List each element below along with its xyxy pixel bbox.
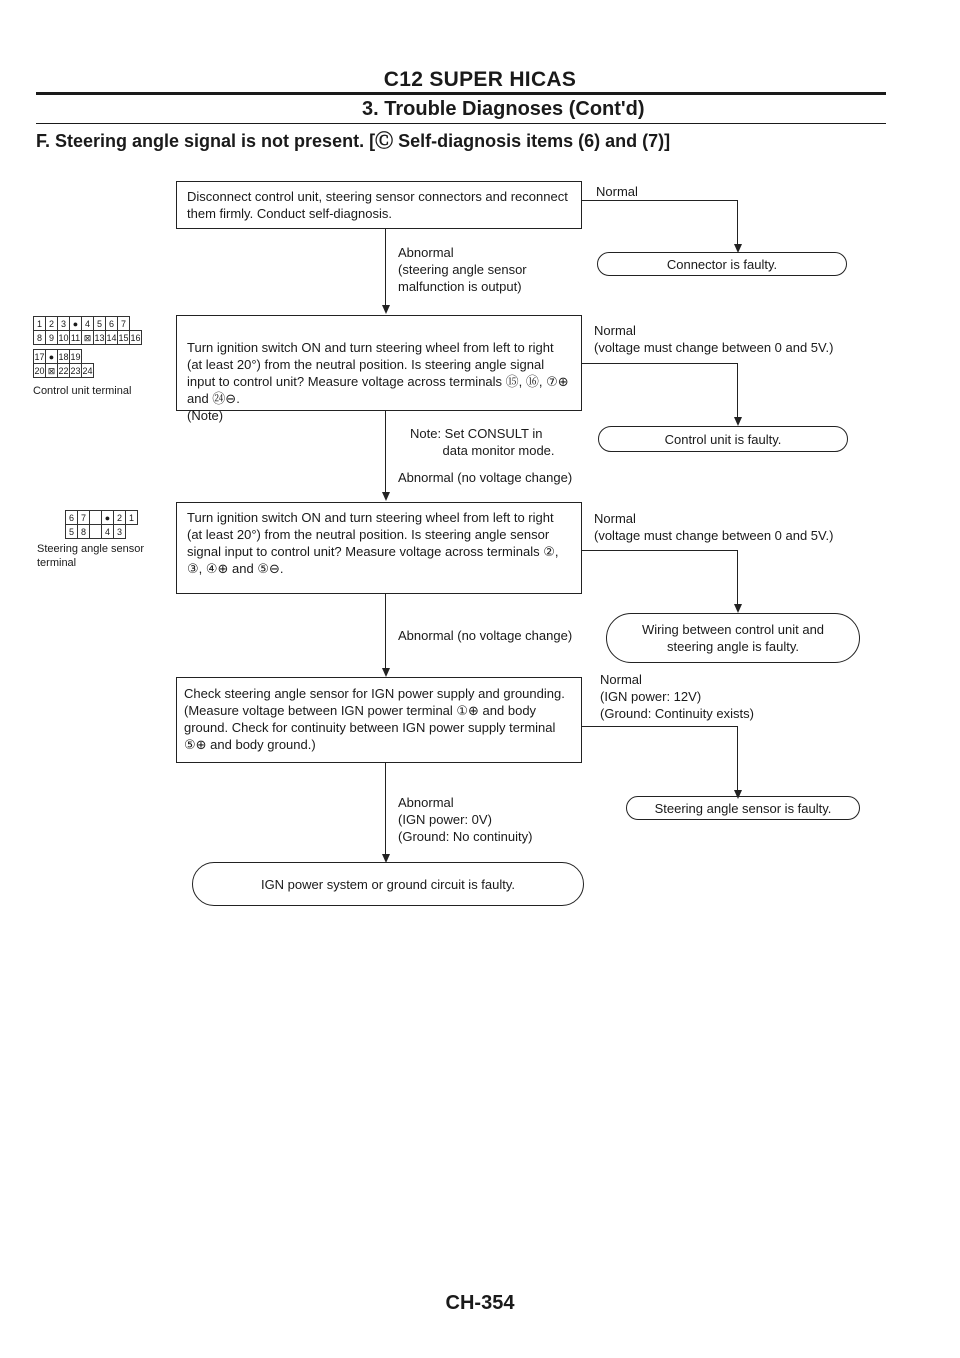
- step-2-normal-line: [582, 363, 738, 364]
- terminal-cell: 3: [58, 317, 70, 331]
- steering-sensor-connector: [37, 510, 144, 570]
- arrow-down-icon: [382, 492, 390, 501]
- step-3-text: Turn ignition switch ON and turn steering wheel from left to right (at least 20°) from the neutral position. Is steering angle sensor signal input to control unit? Measure voltage across terminals ②, ③, ④⊕ and ⑤⊖.: [187, 510, 559, 576]
- step-3-box: [176, 502, 582, 594]
- step-3-normal-line: [582, 550, 738, 551]
- step-1-box: [176, 181, 582, 229]
- terminal-cell: ●: [46, 350, 58, 364]
- step-2-abnormal-line: [385, 411, 386, 493]
- terminal-cell: 5: [94, 317, 106, 331]
- step-2-note: Note: Set CONSULT in data monitor mode.: [410, 426, 555, 458]
- result-text: Wiring between control unit and steering angle is faulty.: [641, 622, 825, 654]
- steering-sensor-terminal-caption: Steering angle sensor terminal: [37, 543, 145, 569]
- terminal-cell: 13: [94, 332, 105, 343]
- terminal-cell: 3: [114, 525, 126, 539]
- control-unit-terminal-grid-lower: [33, 349, 94, 378]
- step-1-normal-line: [582, 200, 738, 201]
- terminal-cell: 7: [118, 317, 130, 331]
- terminal-cell: 7: [78, 511, 90, 525]
- step-4-normal-label: Normal (IGN power: 12V) (Ground: Continuity exists): [600, 672, 754, 721]
- terminal-cell: [90, 525, 102, 539]
- terminal-cell: 6: [106, 317, 118, 331]
- page-header-title: C12 SUPER HICAS: [383, 68, 577, 91]
- header-rule: [36, 92, 886, 95]
- terminal-cell: ⊠: [82, 331, 94, 345]
- step-2-normal-label: Normal (voltage must change between 0 and 5V.): [594, 323, 834, 355]
- terminal-cell: 6: [66, 511, 78, 525]
- terminal-cell: 18: [58, 351, 69, 362]
- terminal-cell: 24: [82, 365, 93, 376]
- terminal-cell: 14: [106, 332, 117, 343]
- terminal-cell: 17: [34, 351, 45, 362]
- terminal-cell: 19: [70, 351, 81, 362]
- result-ign-power-faulty: [192, 862, 584, 906]
- terminal-cell: 4: [102, 525, 114, 539]
- step-4-box: [176, 677, 582, 763]
- terminal-cell: 22: [58, 365, 69, 376]
- terminal-cell: ●: [102, 511, 114, 525]
- result-text: Connector is faulty.: [666, 256, 778, 272]
- step-4-normal-drop: [737, 726, 738, 791]
- step-4-text: Check steering angle sensor for IGN power supply and grounding. (Measure voltage between IGN power terminal ①⊕ and body ground. Check for continuity between IGN power supply terminal ⑤⊕ and body ground.): [184, 686, 565, 752]
- terminal-cell: 15: [118, 332, 129, 343]
- terminal-cell: 1: [126, 511, 138, 525]
- arrow-down-icon: [734, 604, 742, 613]
- arrow-down-icon: [382, 305, 390, 314]
- page-number: CH-354: [445, 1292, 515, 1314]
- control-unit-terminal-caption: Control unit terminal: [33, 385, 132, 397]
- terminal-cell: [90, 511, 102, 525]
- terminal-cell: 16: [130, 332, 141, 343]
- terminal-cell: 20: [34, 365, 45, 376]
- terminal-cell: 2: [46, 317, 58, 331]
- step-2-normal-drop: [737, 363, 738, 418]
- step-3-normal-label: Normal (voltage must change between 0 and 5V.): [594, 511, 834, 543]
- steering-sensor-terminal-grid: [65, 510, 138, 539]
- step-1-normal-drop: [737, 200, 738, 245]
- terminal-cell: 11: [70, 332, 81, 343]
- terminal-cell: 10: [58, 332, 69, 343]
- arrow-down-icon: [734, 417, 742, 426]
- result-text: IGN power system or ground circuit is faulty.: [260, 876, 516, 892]
- terminal-cell: 23: [70, 365, 81, 376]
- page-subtitle: 3. Trouble Diagnoses (Cont'd): [362, 98, 645, 120]
- terminal-cell: 9: [46, 331, 58, 345]
- step-2-text: Turn ignition switch ON and turn steering wheel from left to right (at least 20°) from the neutral position. Is steering angle signal input to control unit? Measure voltage across terminals ⑮, ⑯, ⑦⊕ and ㉔⊖. (Note): [187, 340, 569, 423]
- step-3-abnormal-line: [385, 594, 386, 669]
- step-4-abnormal-line: [385, 763, 386, 855]
- step-3-abnormal-label: Abnormal (no voltage change): [398, 628, 573, 643]
- terminal-cell: 5: [66, 525, 78, 539]
- step-3-normal-drop: [737, 550, 738, 605]
- terminal-cell: 4: [82, 317, 94, 331]
- step-1-normal-label: Normal: [596, 184, 638, 199]
- terminal-cell: 2: [114, 511, 126, 525]
- result-wiring-faulty: [606, 613, 860, 663]
- step-2-abnormal-label: Abnormal (no voltage change): [398, 470, 573, 485]
- terminal-cell: 1: [34, 317, 46, 331]
- result-connector-faulty: [597, 252, 847, 276]
- terminal-cell: 8: [78, 525, 90, 539]
- step-4-abnormal-label: Abnormal (IGN power: 0V) (Ground: No continuity): [398, 795, 533, 844]
- step-1-abnormal-label: Abnormal (steering angle sensor malfunction is output): [398, 245, 527, 294]
- terminal-cell: 8: [34, 331, 46, 345]
- step-4-normal-line: [582, 726, 738, 727]
- step-1-text: Disconnect control unit, steering sensor connectors and reconnect them firmly. Conduct self-diagnosis.: [187, 189, 568, 221]
- control-unit-connector: [33, 316, 142, 398]
- arrow-down-icon: [382, 668, 390, 677]
- terminal-cell: ●: [70, 317, 82, 331]
- terminal-cell: ⊠: [46, 364, 58, 378]
- result-sensor-faulty: [626, 796, 860, 820]
- subtitle-rule: [36, 123, 886, 124]
- result-text: Control unit is faulty.: [664, 431, 782, 447]
- result-control-unit-faulty: [598, 426, 848, 452]
- section-title: F. Steering angle signal is not present. [Ⓒ Self-diagnosis items (6) and (7)]: [36, 131, 671, 151]
- result-text: Steering angle sensor is faulty.: [654, 800, 832, 816]
- control-unit-terminal-grid: [33, 316, 142, 345]
- step-1-abnormal-line: [385, 229, 386, 306]
- step-2-box: [176, 315, 582, 423]
